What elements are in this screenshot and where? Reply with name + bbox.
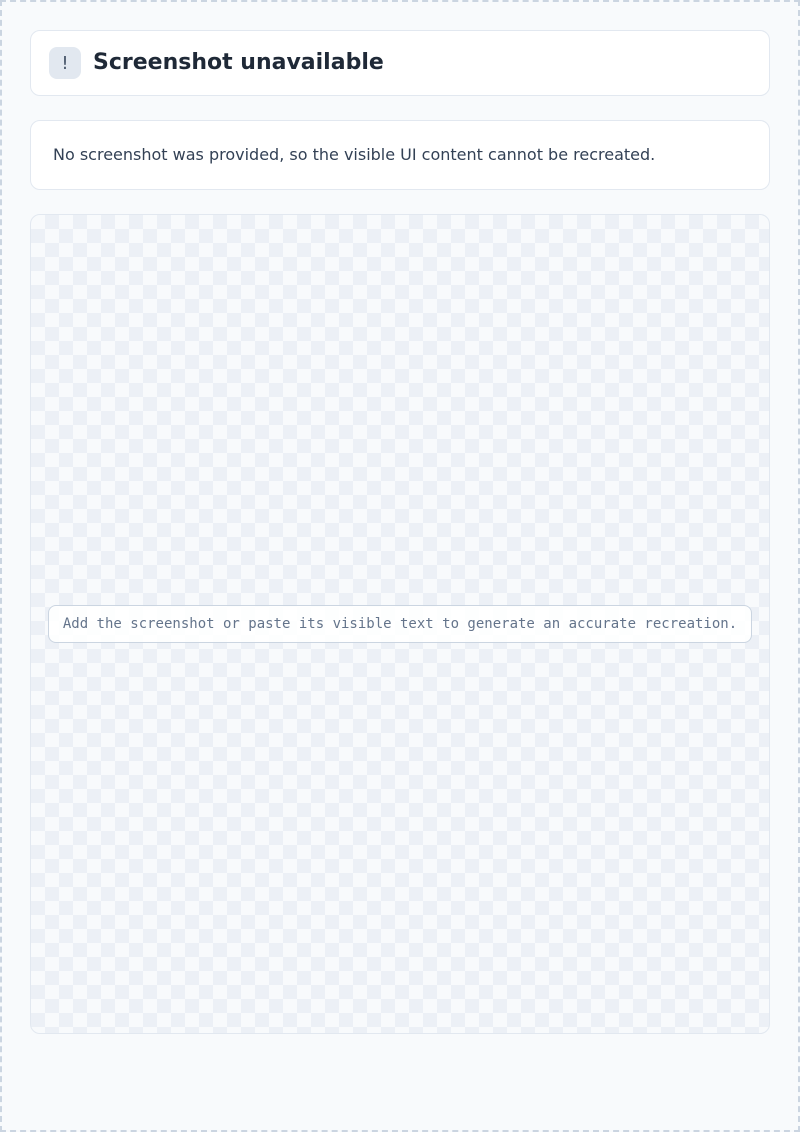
message-panel [30,120,770,190]
placeholder-label: Add the screenshot or paste its visible text to generate an accurate recreation. [48,605,752,643]
missing-image-area [30,214,770,1034]
page-title: Screenshot unavailable [93,49,384,75]
status-message: No screenshot was provided, so the visible UI content cannot be recreated. [53,145,656,164]
page-header [30,30,770,96]
warning-icon: ! [49,47,81,79]
